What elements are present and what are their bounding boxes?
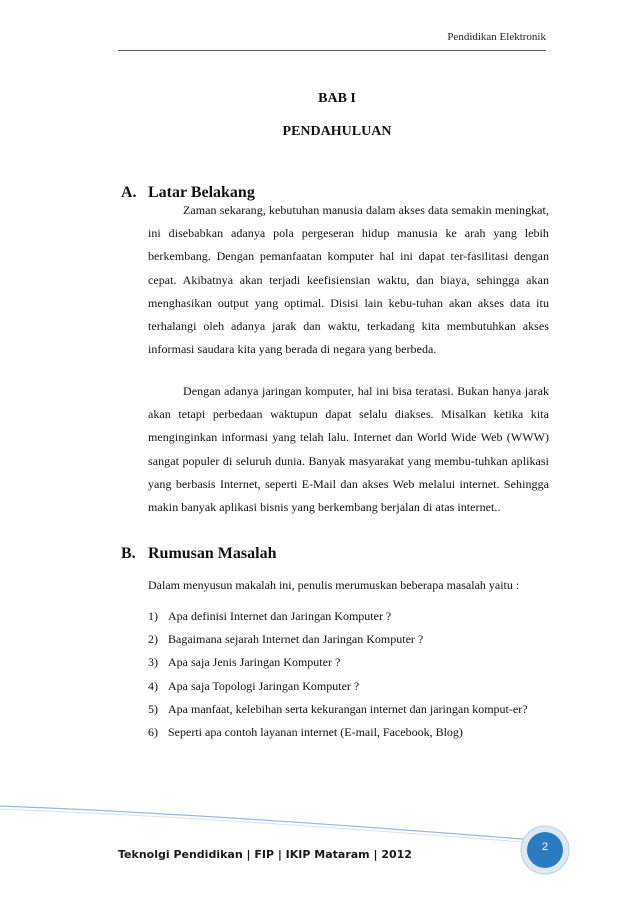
list-number: 5)	[148, 701, 158, 716]
list-number: 1)	[148, 609, 158, 623]
section-letter: B.	[121, 545, 136, 562]
paragraph: Zaman sekarang, kebutuhan manusia dalam akses data semakin meningkat, ini disebabkan adanya pola pergeseran hidup manusia ke arah yang lebih berkembang. Dengan pemanfaatan komputer hal ini dapat ter-fasilitasi dengan cepat. Akibatnya akan terjadi keefisiensian waktu, dan biaya, sehingga akan menghasikan output yang optimal. Disisi lain kebu-tuhan akan akses data itu terhalangi oleh adanya jarak dan waktu, terkadang kita membutuhkan akses informasi saudara kita yang berada di negara yang berbeda.	[148, 203, 549, 357]
list-item	[148, 605, 548, 628]
list-number: 2)	[148, 632, 158, 647]
list-text: Apa manfaat, kelebihan serta kekurangan internet dan jaringan komput-er?	[168, 701, 528, 716]
list-number: 4)	[148, 678, 158, 693]
footer-text: Teknolgi Pendidikan | FIP | IKIP Mataram | 2012	[118, 848, 412, 861]
section-title: Latar Belakang	[148, 184, 255, 201]
list-number: 6)	[148, 725, 158, 740]
list-text: Apa definisi Internet dan Jaringan Komputer ?	[168, 609, 392, 623]
header-rule	[118, 50, 546, 51]
page-number: 2	[541, 841, 549, 853]
paragraph: Dengan adanya jaringan komputer, hal ini bisa teratasi. Bukan hanya jarak akan tetapi perbedaan waktupun dapat selalu diakses. Misalkan ketika kita menginginkan informasi yang telah lalu. Internet dan World Wide Web (WWW) sangat populer di seluruh dunia. Banyak masyarakat yang membu-tuhkan aplikasi yang berbasis Internet, seperti E-Mail dan akses Web melalui internet. Sehingga makin banyak aplikasi bisnis yang berkembang berjalan di atas internet..	[148, 384, 549, 515]
list-text: Apa saja Topologi Jaringan Komputer ?	[168, 678, 360, 693]
list-text: Seperti apa contoh layanan internet (E-mail, Facebook, Blog)	[168, 725, 463, 740]
list-number: 3)	[148, 655, 158, 670]
list-item	[148, 721, 548, 744]
section-title: Rumusan Masalah	[148, 545, 277, 562]
question-list	[148, 605, 548, 744]
chapter-number: BAB I	[318, 91, 356, 106]
list-item	[148, 628, 548, 651]
section-heading-b	[121, 545, 276, 563]
running-title: Pendidikan Elektronik	[447, 31, 546, 43]
footer-curve-shadow	[0, 809, 535, 843]
list-item	[148, 675, 548, 698]
list-item	[148, 651, 548, 674]
list-text: Apa saja Jenis Jaringan Komputer ?	[168, 655, 341, 670]
section-intro: Dalam menyusun makalah ini, penulis merumuskan beberapa masalah yaitu :	[148, 578, 520, 592]
section-letter: A.	[121, 184, 137, 201]
footer-curve	[0, 806, 535, 840]
list-item	[148, 698, 548, 721]
list-text: Bagaimana sejarah Internet dan Jaringan Komputer ?	[168, 632, 424, 647]
chapter-title: PENDAHULUAN	[282, 124, 392, 139]
